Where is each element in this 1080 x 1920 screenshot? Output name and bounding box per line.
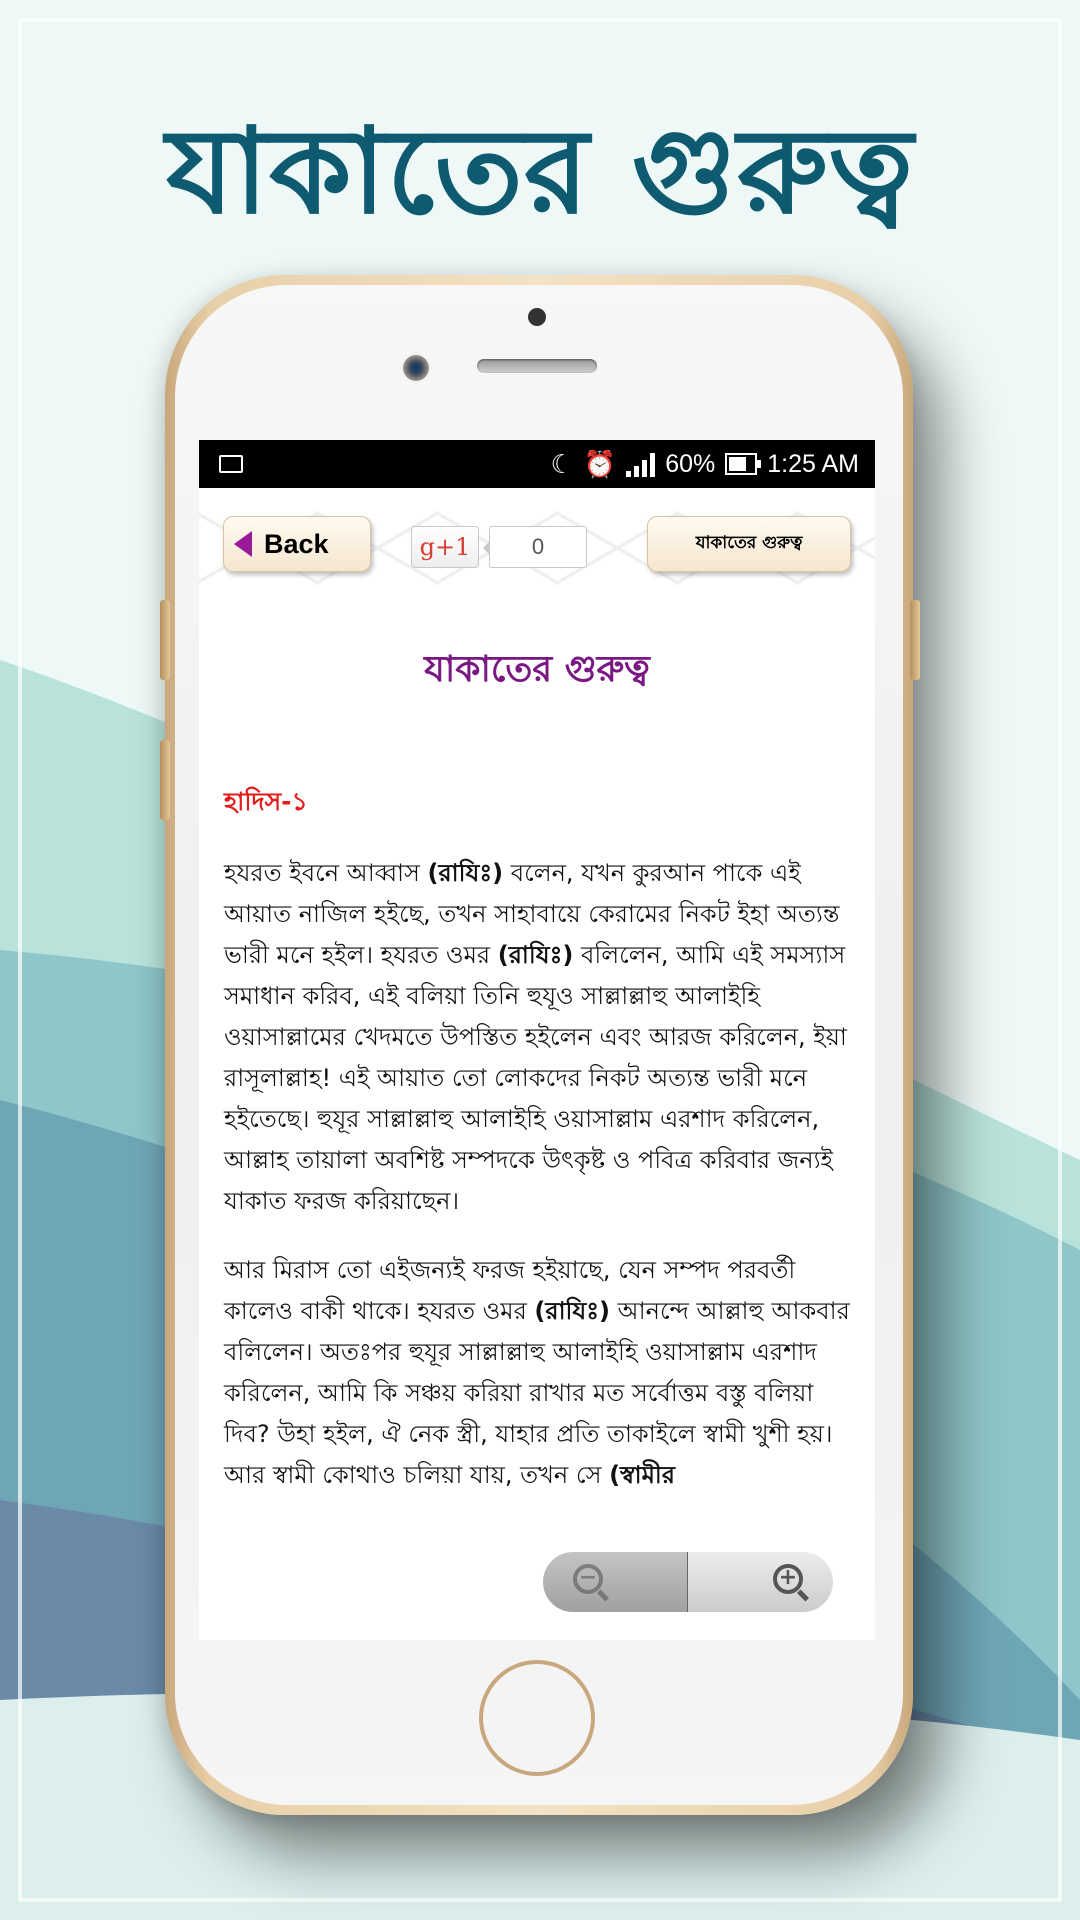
article-paragraph: আর মিরাস তো এইজন্যই ফরজ হইয়াছে, যেন সম্পদ পরবর্তী কালেও বাকী থাকে। হযরত ওমর (রাযিঃ) আনন্দে আল্লাহু আকবার বলিলেন। অতঃপর হুযূর সাল্লাল্লাহু আলাইহি ওয়াসাল্লাম এরশাদ করিলেন, আমি কি সঞ্চয় করিয়া রাখার মত সর্বোত্তম বস্তু বলিয়া দিব? উহা হইল, ঐ নেক স্ত্রী, যাহার প্রতি তাকাইলে স্বামী খুশী হয়। আর স্বামী কোথাও চলিয়া যায়, তখন সে (স্বামীর xyxy=(224,1256,850,1489)
zoom-in-icon: + xyxy=(773,1564,803,1594)
promo-headline: যাকাতের গুরুত্ব xyxy=(165,102,915,240)
article-title: যাকাতের গুরুত্ব xyxy=(424,649,650,690)
zoom-in-button[interactable] xyxy=(688,1552,833,1612)
power-button xyxy=(910,600,920,680)
battery-percent: 60% xyxy=(665,449,716,478)
status-icons xyxy=(551,440,859,488)
back-button[interactable] xyxy=(223,516,371,572)
zoom-out-button[interactable] xyxy=(543,1552,688,1612)
earpiece-speaker xyxy=(477,359,597,373)
google-plus-one-button[interactable]: g+1 xyxy=(411,526,479,568)
zoom-control xyxy=(543,1552,833,1612)
zoom-out-icon: − xyxy=(573,1564,603,1594)
app-toolbar xyxy=(199,488,875,612)
home-button[interactable] xyxy=(479,1660,595,1776)
status-bar xyxy=(199,440,875,488)
phone-screen xyxy=(199,440,875,1640)
article-paragraph: হযরত ইবনে আব্বাস (রাযিঃ) বলেন, যখন কুরআন পাকে এই আয়াত নাজিল হইছে, তখন সাহাবায়ে কেরামের নিকট ইহা অত্যন্ত ভারী মনে হইল। হযরত ওমর (রাযিঃ) বলিলেন, আমি এই সমস্যাস সমাধান করিব, এই বলিয়া তিনি হুযূও সাল্লাল্লাহু আলাইহি ওয়াসাল্লামের খেদমতে উপস্তিত হইলেন এবং আরজ করিলেন, ইয়া রাসূলাল্লাহ! এই আয়াত তো লোকদের নিকট অত্যন্ত ভারী মনে হইতেছে। হুযূর সাল্লাল্লাহু আলাইহি ওয়াসাল্লাম এরশাদ করিলেন, আল্লাহ তায়ালা অবশিষ্ট সম্পদকে উৎকৃষ্ট ও পবিত্র করিবার জন্যই যাকাত ফরজ করিয়াছেন। xyxy=(224,859,847,1215)
clock-time: 1:25 AM xyxy=(767,449,859,478)
moon-icon: ☾ xyxy=(550,449,574,479)
back-arrow-icon xyxy=(234,531,252,557)
gallery-notification-icon xyxy=(219,455,243,473)
alarm-icon: ⏰ xyxy=(583,449,617,479)
volume-up-button xyxy=(160,600,170,680)
google-plus-count: 0 xyxy=(489,526,587,568)
proximity-sensor xyxy=(528,308,546,326)
hadith-label: হাদিস-১ xyxy=(224,787,308,816)
article-content xyxy=(199,612,875,1640)
front-camera xyxy=(403,355,429,381)
volume-down-button xyxy=(160,740,170,820)
back-button-label: Back xyxy=(264,528,329,559)
signal-icon xyxy=(626,451,655,477)
battery-icon xyxy=(725,453,757,475)
topic-button[interactable]: যাকাতের গুরুত্ব xyxy=(647,516,851,572)
